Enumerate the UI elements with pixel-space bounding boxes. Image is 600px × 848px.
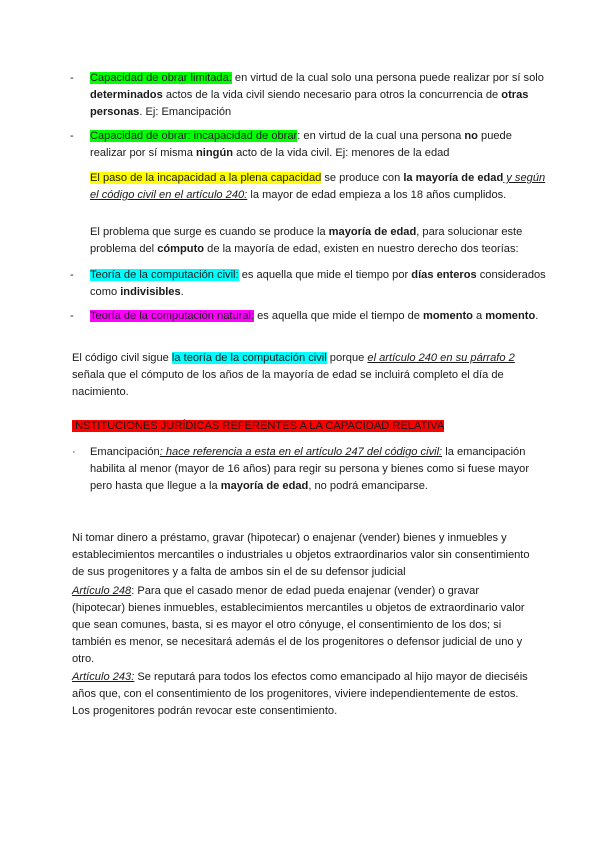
paragraph-incapacidad xyxy=(72,128,550,162)
bold-span: cómputo xyxy=(157,243,205,255)
article-reference: el artículo 240 en su párrafo 2 xyxy=(367,352,515,364)
paragraph-problema-computo xyxy=(72,224,550,258)
paragraph-emancipacion xyxy=(72,444,550,495)
text-span: : en virtud de la cual una persona xyxy=(297,130,465,142)
term-highlight: Teoría de la computación civil: xyxy=(90,269,239,281)
paragraph-teoria-civil xyxy=(72,267,550,301)
text-span: . Ej: Emancipación xyxy=(139,106,232,118)
paragraph-teoria-natural xyxy=(72,308,550,325)
section-heading xyxy=(72,418,532,435)
text-span: de la mayoría de edad, existen en nuestro derecho dos teorías: xyxy=(204,243,519,255)
bold-span: momento xyxy=(423,310,473,322)
text-span: considerados como xyxy=(90,269,546,298)
text-span: señala que el cómputo de los años de la mayoría de edad se incluirá completo el día de nacimiento. xyxy=(72,369,504,398)
article-reference: y según el código civil en el artículo 240: xyxy=(90,172,546,201)
bold-span: momento xyxy=(485,310,536,322)
text-span: en virtud de la cual solo una persona puede realizar por sí solo xyxy=(231,72,544,84)
bold-span: determinados xyxy=(90,89,163,101)
text-span: la emancipación habilita al menor (mayor de 16 años) para regir su persona y bienes como si fuese mayor pero hasta que llegue a la xyxy=(90,446,530,492)
dash-bullet: - xyxy=(70,269,74,281)
bold-span: mayoría de edad xyxy=(220,480,309,492)
paragraph-ni-tomar-dinero xyxy=(72,530,532,581)
text-span: se produce con xyxy=(321,172,404,184)
dash-bullet: - xyxy=(70,130,74,142)
article-reference: Artículo 243: xyxy=(72,671,135,683)
text-span: El problema que surge es cuando se produce la xyxy=(90,226,329,238)
text-span: a xyxy=(472,310,486,322)
text-span: acto de la vida civil. Ej: menores de la edad xyxy=(233,147,450,159)
text-span: la mayor de edad empieza a los 18 años cumplidos. xyxy=(247,189,507,201)
paragraph-codigo-civil xyxy=(72,350,532,401)
text-span: Ni tomar dinero a préstamo, gravar (hipotecar) o enajenar (vender) bienes y inmuebles y establecimientos mercantiles o industriales u objetos extraordinarios valor sin consentimiento de sus progenitores y a falta de ambos sin el de su defensor judicial xyxy=(72,532,530,578)
bold-span: mayoría de edad xyxy=(328,226,417,238)
phrase-highlight: El paso de la incapacidad a la plena capacidad xyxy=(90,172,322,184)
paragraph-paso-capacidad xyxy=(72,170,550,204)
text-span: es aquella que mide el tiempo por xyxy=(238,269,412,281)
text-span: puede realizar por sí misma xyxy=(90,130,512,159)
text-span: . xyxy=(180,286,184,298)
dot-bullet: · xyxy=(72,446,76,458)
dash-bullet: - xyxy=(70,310,74,322)
text-span: porque xyxy=(326,352,368,364)
text-span: , no podrá emanciparse. xyxy=(308,480,428,492)
dash-bullet: - xyxy=(70,72,74,84)
paragraph-capacidad-limitada xyxy=(72,70,550,121)
term-highlight: Capacidad de obrar limitada: xyxy=(90,72,232,84)
bold-span: días enteros xyxy=(411,269,477,281)
text-span: El código civil sigue xyxy=(72,352,172,364)
text-span: : Para que el casado menor de edad pueda enajenar (vender) o gravar (hipotecar) bienes inmuebles, establecimientos mercantiles u objetos de extraordinario valor que sean comunes, basta, si es mayor el otro cónyuge, el consentimiento de los dos; si también es menor, se necesitará además el de los progenitores o defensor judicial de uno y otro. xyxy=(72,585,525,665)
text-span: . xyxy=(535,310,539,322)
article-reference: Artículo 248 xyxy=(72,585,132,597)
term-highlight: Teoría de la computación natural: xyxy=(90,310,255,322)
text-span: Se reputará para todos los efectos como emancipado al hijo mayor de dieciséis años que, con el consentimiento de los progenitores, viviere independientemente de estos. Los progenitores podrán revocar este consentimiento. xyxy=(72,671,528,717)
bold-span: ningún xyxy=(196,147,233,159)
heading-highlight: INSTITUCIONES JURÍDICAS REFERENTES A LA CAPACIDAD RELATIVA xyxy=(72,420,445,432)
article-reference: : hace referencia a esta en el artículo 247 del código civil: xyxy=(159,446,443,458)
text-span: , para solucionar este problema del xyxy=(90,226,523,255)
bold-span: no xyxy=(464,130,478,142)
bold-span: indivisibles xyxy=(120,286,181,298)
text-span: actos de la vida civil siendo necesario para otros la concurrencia de xyxy=(162,89,502,101)
text-span: es aquella que mide el tiempo de xyxy=(254,310,424,322)
term-highlight: Capacidad de obrar: incapacidad de obrar xyxy=(90,130,298,142)
bold-span: otras personas xyxy=(90,89,529,118)
paragraph-articulo-248 xyxy=(72,583,532,668)
bold-span: la mayoría de edad xyxy=(403,172,504,184)
paragraph-articulo-243 xyxy=(72,669,532,720)
phrase-highlight: la teoría de la computación civil xyxy=(171,352,327,364)
text-span: Emancipación xyxy=(90,446,160,458)
